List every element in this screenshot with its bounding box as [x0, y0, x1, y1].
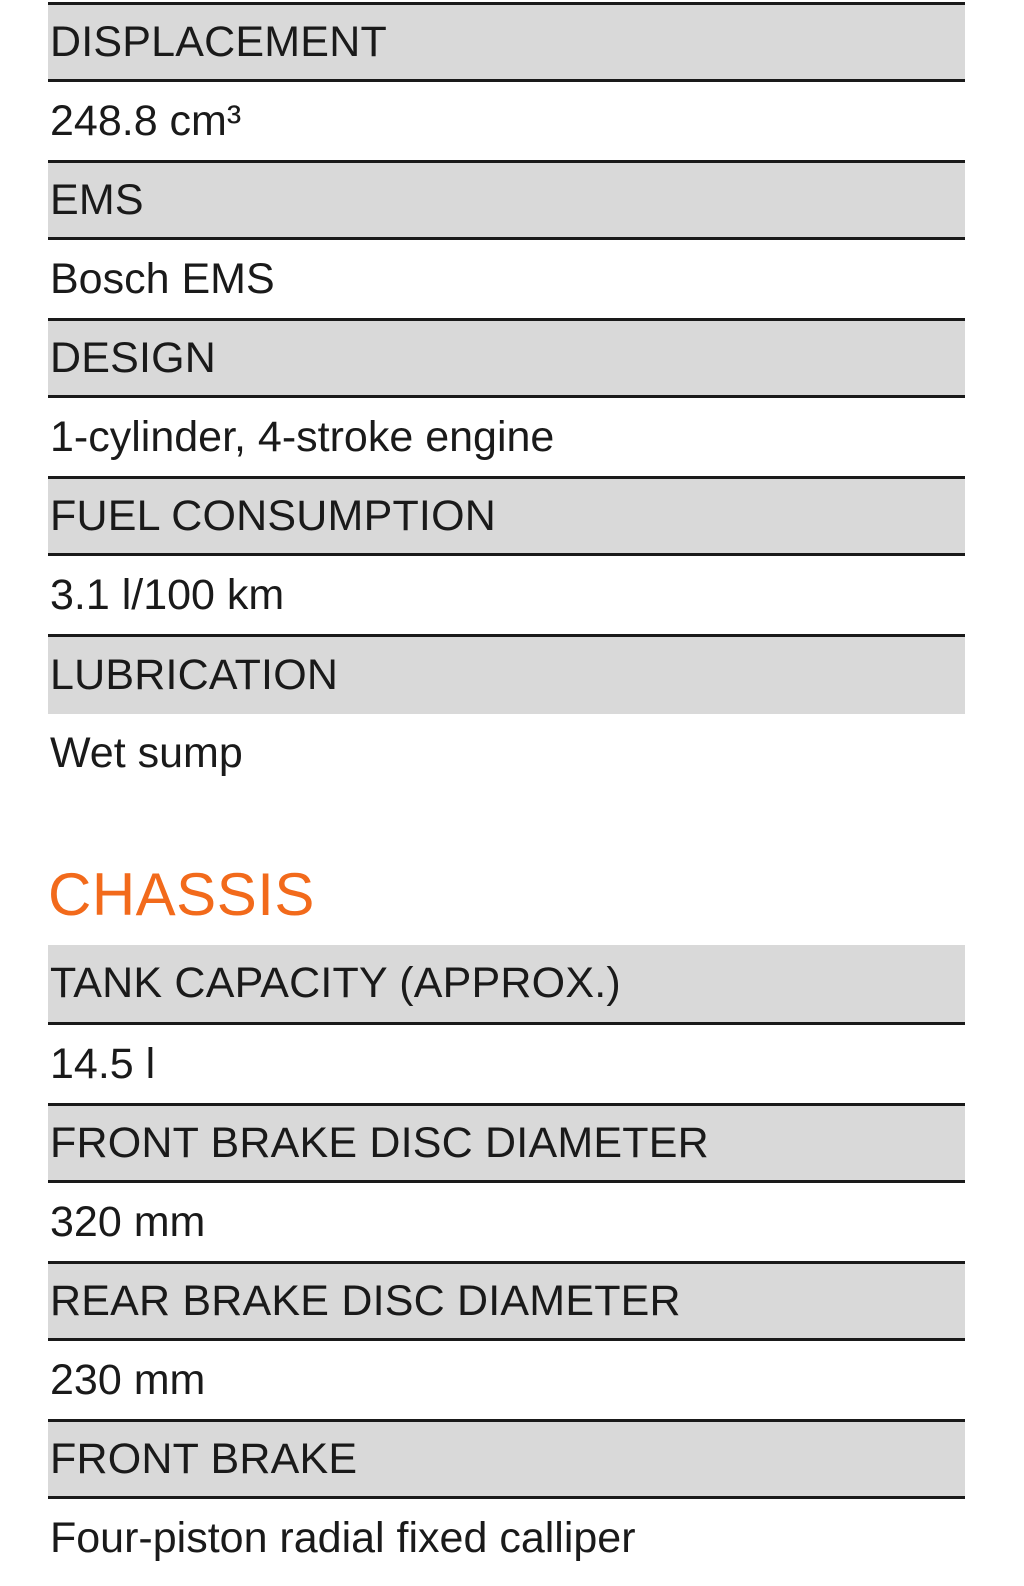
spec-label-design: DESIGN: [48, 318, 965, 398]
spec-value-displacement: 248.8 cm³: [50, 96, 242, 145]
spec-label-front-brake: FRONT BRAKE: [48, 1419, 965, 1499]
section-title-chassis: CHASSIS: [48, 861, 315, 928]
spec-value-rear-brake-disc: 230 mm: [50, 1355, 206, 1404]
spec-value-front-brake-disc: 320 mm: [50, 1197, 206, 1246]
engine-spec-list: [48, 2, 965, 795]
spec-label-front-brake-disc: FRONT BRAKE DISC DIAMETER: [48, 1103, 965, 1183]
spec-value-tank-capacity: 14.5 l: [50, 1039, 156, 1088]
spec-value-front-brake: Four-piston radial fixed calliper: [50, 1513, 636, 1562]
spec-value-ems: Bosch EMS: [50, 254, 275, 303]
chassis-spec-list: [48, 945, 965, 1580]
spec-label-fuel-consumption: FUEL CONSUMPTION: [48, 476, 965, 556]
spec-label-tank-capacity: TANK CAPACITY (APPROX.): [48, 945, 965, 1025]
spec-value-design: 1-cylinder, 4-stroke engine: [50, 412, 555, 461]
spec-label-displacement: DISPLACEMENT: [48, 2, 965, 82]
spec-label-ems: EMS: [48, 160, 965, 240]
spec-value-fuel-consumption: 3.1 l/100 km: [50, 570, 285, 619]
spec-value-lubrication: Wet sump: [50, 728, 243, 777]
spec-label-lubrication: LUBRICATION: [48, 634, 965, 714]
spec-label-rear-brake-disc: REAR BRAKE DISC DIAMETER: [48, 1261, 965, 1341]
